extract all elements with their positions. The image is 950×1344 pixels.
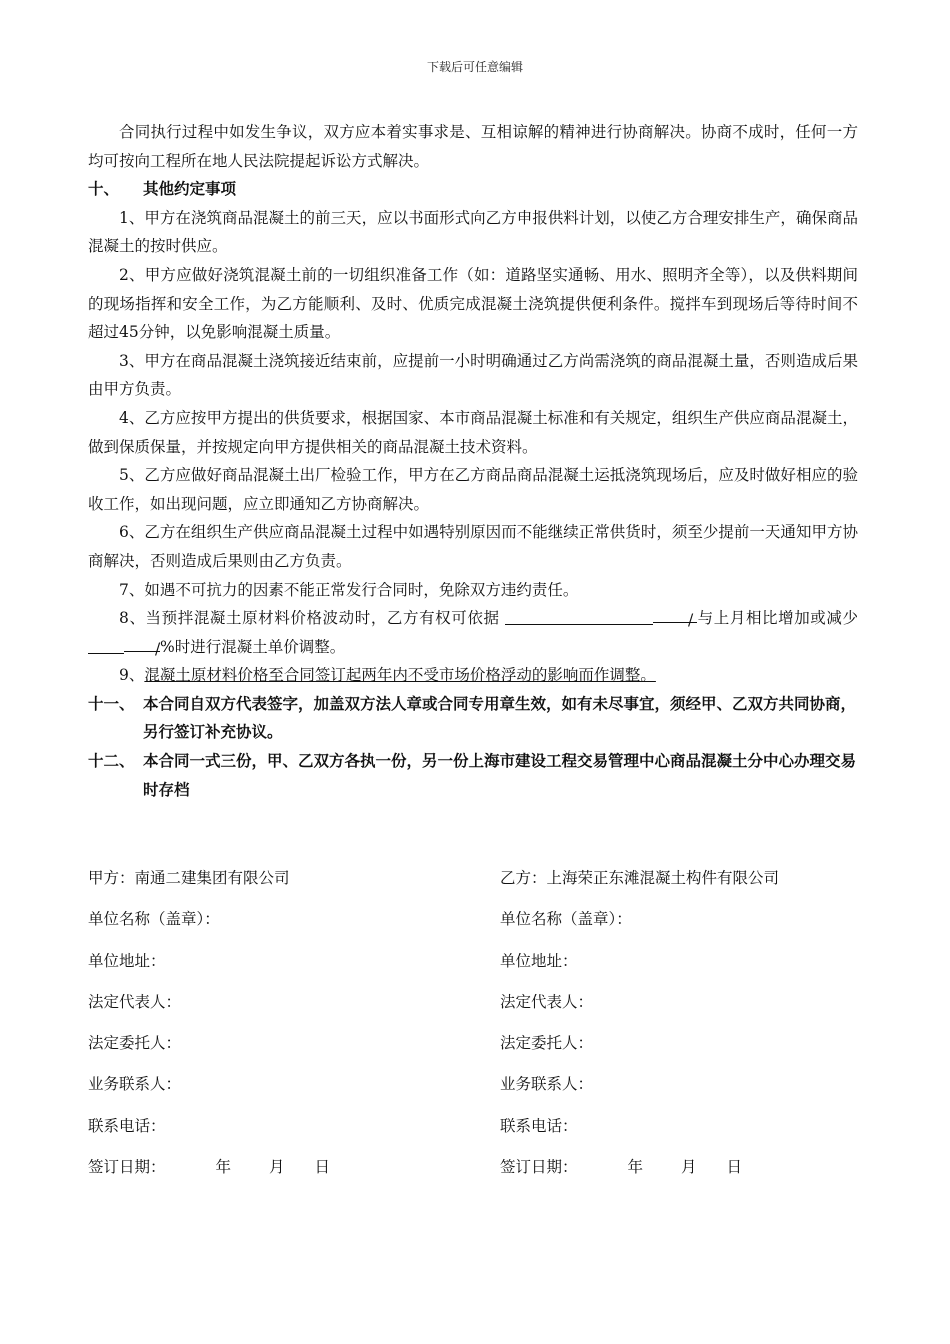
underlined-clause-text: 混凝土原材料价格至合同签订起两年内不受市场价格浮动的影响而作调整。 bbox=[144, 666, 656, 685]
section-number: 十二、 bbox=[88, 751, 135, 771]
clause-item-8 bbox=[88, 604, 858, 661]
party-b-field: 法定委托人： bbox=[500, 1034, 594, 1053]
section-text: 本合同一式三份，甲、乙双方各执一份，另一份上海市建设工程交易管理中心商品混凝土分中心办理交易时存档 bbox=[143, 751, 857, 799]
clause-text: %时进行混凝土单价调整。 bbox=[160, 637, 346, 656]
party-b-field: 单位名称（盖章）： bbox=[500, 910, 632, 929]
blank-slash: / bbox=[653, 606, 697, 623]
party-a-field: 联系电话： bbox=[88, 1116, 166, 1135]
clause-text: 8、当预拌混凝土原材料价格波动时，乙方有权可依据 bbox=[119, 609, 506, 628]
clause-item: 2、甲方应做好浇筑混凝土前的一切组织准备工作（如：道路坚实通畅、用水、照明齐全等），以及供料期间的现场指挥和安全工作，为乙方能顺利、及时、优质完成混凝土浇筑提供便利条件。搅拌车到现场后等待时间不超过45分钟，以免影响混凝土质量。 bbox=[88, 265, 858, 342]
party-b-field: 法定代表人： bbox=[500, 992, 594, 1011]
clause-item: 4、乙方应按甲方提出的供货要求，根据国家、本市商品混凝土标准和有关规定，组织生产供应商品混凝土，做到保质保量，并按规定向甲方提供相关的商品混凝土技术资料。 bbox=[88, 408, 858, 456]
section-10-heading bbox=[88, 175, 858, 204]
party-a-field: 单位名称（盖章）： bbox=[88, 910, 220, 929]
date-year: 年 bbox=[627, 1158, 644, 1177]
blank-field bbox=[88, 636, 124, 653]
clause-item: 6、乙方在组织生产供应商品混凝土过程中如遇特别原因而不能继续正常供货时，须至少提前一天通知甲方协商解决，否则造成后果则由乙方负责。 bbox=[88, 523, 858, 570]
clause-item: 3、甲方在商品混凝土浇筑接近结束前，应提前一小时明确通过乙方尚需浇筑的商品混凝土量，否则造成后果由甲方负责。 bbox=[88, 351, 858, 399]
clause-item: 7、如遇不可抗力的因素不能正常发行合同时，免除双方违约责任。 bbox=[119, 580, 579, 599]
intro-paragraph: 合同执行过程中如发生争议，双方应本着实事求是、互相谅解的精神进行协商解决。协商不成时，任何一方均可按向工程所在地人民法院提起诉讼方式解决。 bbox=[88, 123, 858, 170]
party-a-field: 单位地址： bbox=[88, 951, 166, 970]
party-b-field: 业务联系人： bbox=[500, 1075, 594, 1094]
section-text: 本合同自双方代表签字，加盖双方法人章或合同专用章生效，如有未尽事宜，须经甲、乙双方共同协商，另行签订补充协议。 bbox=[143, 693, 857, 742]
clause-text: 与上月相比增加或减少 bbox=[697, 609, 858, 628]
blank-field bbox=[505, 608, 653, 625]
date-label: 签订日期： bbox=[88, 1158, 166, 1177]
signature-block bbox=[88, 864, 858, 1194]
section-title: 其他约定事项 bbox=[143, 179, 237, 199]
party-a-field: 业务联系人： bbox=[88, 1075, 182, 1094]
clause-number: 9、 bbox=[119, 666, 145, 685]
party-b-company: 乙方：上海荣正东滩混凝土构件有限公司 bbox=[500, 869, 780, 887]
section-number: 十一、 bbox=[88, 693, 135, 713]
date-day: 日 bbox=[726, 1158, 743, 1177]
page-header: 下载后可任意编辑 bbox=[426, 60, 523, 74]
date-month: 月 bbox=[681, 1158, 697, 1177]
party-b-date bbox=[500, 1153, 912, 1194]
clause-item: 1、甲方在浇筑商品混凝土的前三天，应以书面形式向乙方申报供料计划，以使乙方合理安排生产，确保商品混凝土的按时供应。 bbox=[88, 208, 858, 256]
section-11 bbox=[88, 690, 858, 747]
date-label: 签订日期： bbox=[500, 1158, 578, 1177]
party-b-field: 联系电话： bbox=[500, 1116, 578, 1135]
party-a-date bbox=[88, 1153, 500, 1194]
date-year: 年 bbox=[215, 1158, 232, 1177]
blank-slash: / bbox=[124, 635, 160, 652]
party-b-column bbox=[500, 864, 912, 1194]
party-a-company: 甲方：南通二建集团有限公司 bbox=[88, 869, 290, 887]
clause-item: 5、乙方应做好商品混凝土出厂检验工作，甲方在乙方商品商品混凝土运抵浇筑现场后，应及时做好相应的验收工作，如出现问题，应立即通知乙方协商解决。 bbox=[88, 466, 858, 513]
clause-item-9 bbox=[88, 661, 858, 690]
party-a-field: 法定委托人： bbox=[88, 1034, 182, 1053]
section-number: 十、 bbox=[88, 179, 120, 199]
party-a-field: 法定代表人： bbox=[88, 992, 182, 1011]
date-month: 月 bbox=[269, 1158, 285, 1177]
party-a-column bbox=[88, 864, 500, 1194]
section-12 bbox=[88, 747, 858, 804]
date-day: 日 bbox=[314, 1158, 331, 1177]
contract-body bbox=[88, 118, 858, 804]
party-b-field: 单位地址： bbox=[500, 951, 578, 970]
